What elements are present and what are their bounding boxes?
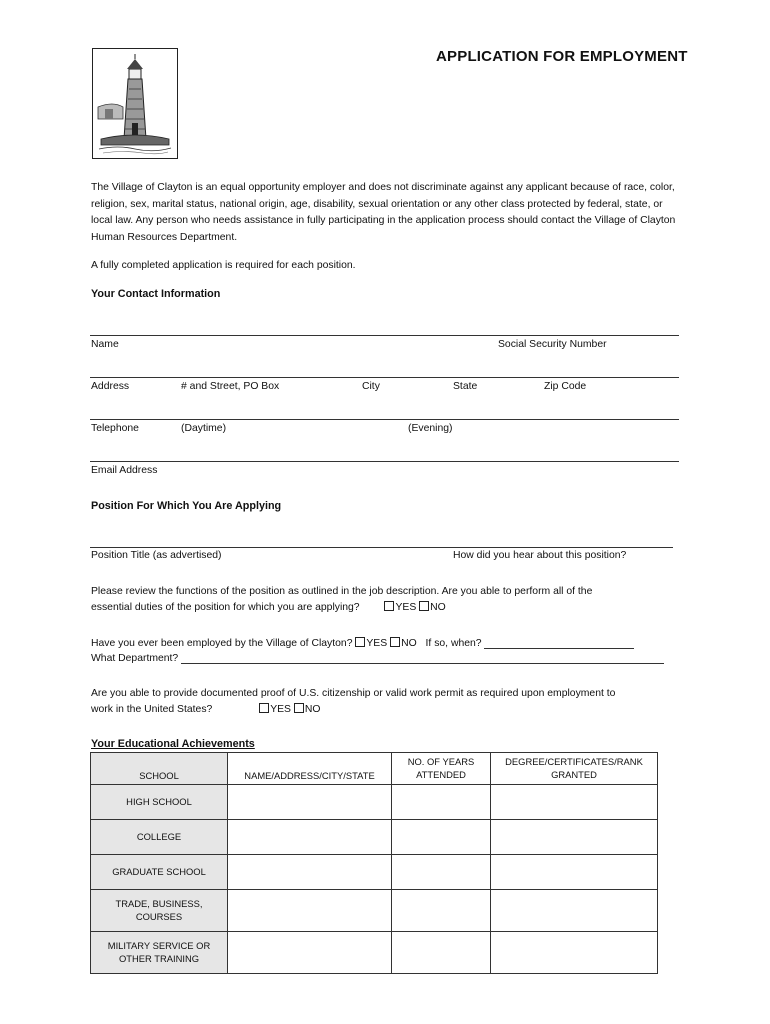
military-years-cell[interactable] xyxy=(392,932,491,974)
department-label: What Department? xyxy=(91,653,179,664)
lighthouse-icon xyxy=(93,49,176,157)
college-years-cell[interactable] xyxy=(392,820,491,855)
zip-label: Zip Code xyxy=(544,381,587,392)
high-school-degree-cell[interactable] xyxy=(491,785,658,820)
col-years-header-line2: ATTENDED xyxy=(416,768,466,780)
employed-question-line xyxy=(91,637,634,649)
hear-about-label: How did you hear about this position? xyxy=(453,550,627,561)
telephone-input-line[interactable] xyxy=(90,419,679,420)
row-military-label-line2: OTHER TRAINING xyxy=(118,952,200,964)
military-name-cell[interactable] xyxy=(228,932,392,974)
col-years-header-line1: NO. OF YEARS xyxy=(407,756,475,767)
city-label: City xyxy=(362,381,380,392)
trade-degree-cell[interactable] xyxy=(491,890,658,932)
graduate-years-cell[interactable] xyxy=(392,855,491,890)
row-trade-label-line2: COURSES xyxy=(135,910,183,922)
review-question-line2 xyxy=(91,601,446,613)
row-military-label-line1: MILITARY SERVICE OR xyxy=(107,940,211,951)
college-name-cell[interactable] xyxy=(228,820,392,855)
position-title-label: Position Title (as advertised) xyxy=(91,550,222,561)
page-title: APPLICATION FOR EMPLOYMENT xyxy=(436,48,688,65)
row-graduate-label: GRADUATE SCHOOL xyxy=(91,855,228,890)
education-heading: Your Educational Achievements xyxy=(91,738,255,750)
row-high-school-label: HIGH SCHOOL xyxy=(91,785,228,820)
position-heading: Position For Which You Are Applying xyxy=(91,500,282,512)
row-military-label xyxy=(91,932,228,974)
college-degree-cell[interactable] xyxy=(491,820,658,855)
eeo-statement: The Village of Clayton is an equal opportunity employer and does not discriminate against any applicant because of race, color, religion, sex, marital status, national origin, age, disability, sexual orientation or any other class protected by federal, state, or local law. Any person who needs assistance in fully participating in the application process should contact the Village of Clayton Human Resources Department. xyxy=(91,182,676,243)
requirement-note: A fully completed application is required for each position. xyxy=(91,260,356,271)
review-question-line1: Please review the functions of the position as outlined in the job description. Are you able to perform all of the xyxy=(91,586,593,597)
employed-no-label: NO xyxy=(401,638,417,649)
review-no-checkbox[interactable] xyxy=(419,601,429,611)
lighthouse-logo xyxy=(92,48,178,159)
name-label: Name xyxy=(91,339,119,350)
table-header-row xyxy=(91,753,658,785)
telephone-label: Telephone xyxy=(91,423,139,434)
row-trade-label xyxy=(91,890,228,932)
employed-yes-label: YES xyxy=(366,638,388,649)
address-input-line[interactable] xyxy=(90,377,679,378)
table-row xyxy=(91,820,658,855)
col-school-header: SCHOOL xyxy=(91,753,228,785)
trade-name-cell[interactable] xyxy=(228,890,392,932)
row-trade-label-line1: TRADE, BUSINESS, xyxy=(115,898,203,909)
review-question-text: essential duties of the position for which you are applying? xyxy=(91,602,360,613)
ssn-label: Social Security Number xyxy=(498,339,607,350)
state-label: State xyxy=(453,381,478,392)
col-name-header: NAME/ADDRESS/CITY/STATE xyxy=(228,753,392,785)
review-no-label: NO xyxy=(430,602,446,613)
citizenship-no-label: NO xyxy=(304,704,321,715)
citizenship-question-line2 xyxy=(91,703,320,715)
high-school-years-cell[interactable] xyxy=(392,785,491,820)
high-school-name-cell[interactable] xyxy=(228,785,392,820)
position-title-input-line[interactable] xyxy=(90,547,673,548)
graduate-degree-cell[interactable] xyxy=(491,855,658,890)
graduate-name-cell[interactable] xyxy=(228,855,392,890)
review-yes-label: YES xyxy=(395,602,417,613)
trade-years-cell[interactable] xyxy=(392,890,491,932)
street-label: # and Street, PO Box xyxy=(181,381,280,392)
table-row xyxy=(91,890,658,932)
table-row xyxy=(91,932,658,974)
row-college-label: COLLEGE xyxy=(91,820,228,855)
department-input-line[interactable] xyxy=(181,663,664,664)
citizenship-yes-label: YES xyxy=(270,704,291,715)
employed-no-checkbox[interactable] xyxy=(390,637,400,647)
department-line xyxy=(91,653,664,664)
employed-yes-checkbox[interactable] xyxy=(355,637,365,647)
education-table xyxy=(90,752,658,974)
col-years-header xyxy=(392,753,491,785)
citizenship-question-line1: Are you able to provide documented proof of U.S. citizenship or valid work permit as required upon employment to xyxy=(91,688,616,699)
evening-label: (Evening) xyxy=(408,423,453,434)
military-degree-cell[interactable] xyxy=(491,932,658,974)
citizenship-yes-checkbox[interactable] xyxy=(259,703,269,713)
col-degree-header xyxy=(491,753,658,785)
if-so-when-input-line[interactable] xyxy=(484,648,634,649)
name-input-line[interactable] xyxy=(90,335,679,336)
col-degree-header-line1: DEGREE/CERTIFICATES/RANK xyxy=(505,756,643,767)
employed-question-text: Have you ever been employed by the Village of Clayton? xyxy=(91,638,353,649)
review-yes-checkbox[interactable] xyxy=(384,601,394,611)
col-degree-header-line2: GRANTED xyxy=(551,768,597,780)
email-label: Email Address xyxy=(91,465,158,476)
table-row xyxy=(91,855,658,890)
citizenship-no-checkbox[interactable] xyxy=(294,703,304,713)
daytime-label: (Daytime) xyxy=(181,423,227,434)
email-input-line[interactable] xyxy=(90,461,679,462)
contact-heading: Your Contact Information xyxy=(91,288,221,300)
table-row xyxy=(91,785,658,820)
citizenship-question-text: work in the United States? xyxy=(91,704,213,715)
if-so-label: If so, when? xyxy=(425,638,482,649)
address-label: Address xyxy=(91,381,130,392)
